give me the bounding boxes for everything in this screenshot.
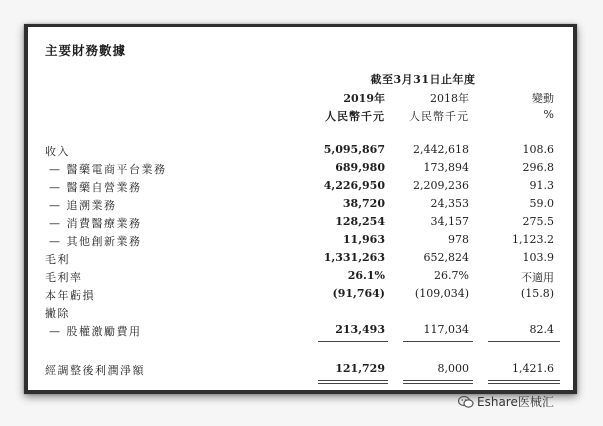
value-2019: 38,720 [342, 197, 385, 210]
value-2019: 5,095,867 [323, 143, 385, 156]
row-label: — 其他創新業務 [49, 235, 142, 248]
table-row [28, 179, 573, 195]
watermark [458, 393, 554, 410]
value-2019: 4,226,950 [323, 179, 385, 192]
value-change: 91.3 [529, 179, 554, 192]
table-row [28, 251, 573, 267]
value-2019: (91,764) [332, 287, 385, 300]
value-2018: 26.7% [434, 269, 469, 282]
row-label: 撇除 [45, 307, 70, 320]
row-label: — 追溯業務 [49, 199, 117, 212]
value-2018: 34,157 [430, 215, 469, 228]
row-label: — 醫藥自營業務 [49, 181, 142, 194]
col-change-unit: % [543, 108, 554, 121]
col-2019-year: 2019年 [343, 92, 385, 105]
value-change: 296.8 [522, 161, 554, 174]
value-2018: 8,000 [437, 362, 469, 375]
row-label: 本年虧損 [45, 289, 95, 302]
value-2018: 173,894 [423, 161, 469, 174]
value-2019: 121,729 [335, 362, 385, 375]
value-change: 1,421.6 [512, 362, 554, 375]
value-2018: 24,353 [430, 197, 469, 210]
period-header: 截至3月31日止年度 [370, 73, 476, 86]
value-change: (15.8) [520, 287, 554, 300]
value-2018: 2,442,618 [413, 143, 469, 156]
row-label: 收入 [45, 145, 70, 158]
watermark-text: Eshare医械汇 [477, 395, 554, 409]
table-row [28, 215, 573, 231]
table-row [28, 305, 573, 321]
divider [488, 383, 560, 384]
row-label: 毛利 [45, 253, 70, 266]
table-row [28, 197, 573, 213]
value-change: 103.9 [522, 251, 554, 264]
divider [318, 383, 388, 384]
value-2019: 689,980 [335, 161, 385, 174]
divider [318, 341, 388, 342]
divider [403, 383, 473, 384]
value-change: 不適用 [521, 271, 554, 284]
value-2019: 11,963 [342, 233, 385, 246]
value-2019: 128,254 [335, 215, 385, 228]
divider [318, 380, 388, 381]
row-label: — 消費醫療業務 [49, 217, 142, 230]
value-2018: (109,034) [414, 287, 469, 300]
value-2019: 1,331,263 [323, 251, 385, 264]
financial-summary-card [24, 24, 577, 394]
table-row [28, 323, 573, 339]
divider [403, 341, 473, 342]
value-2018: 117,034 [423, 323, 469, 336]
value-2018: 978 [448, 233, 469, 246]
value-change: 1,123.2 [512, 233, 554, 246]
value-change: 108.6 [522, 143, 554, 156]
table-row [28, 233, 573, 249]
col-change-header: 變動 [532, 92, 554, 105]
divider [488, 380, 560, 381]
value-change: 275.5 [522, 215, 554, 228]
value-2019: 26.1% [347, 269, 385, 282]
value-change: 59.0 [529, 197, 554, 210]
divider [488, 341, 560, 342]
table-row [28, 269, 573, 285]
divider [403, 380, 473, 381]
table-row [28, 287, 573, 303]
row-label: 經調整後利潤淨額 [45, 364, 145, 377]
value-change: 82.4 [529, 323, 554, 336]
col-2019-unit: 人民幣千元 [325, 110, 385, 123]
value-2018: 652,824 [423, 251, 469, 264]
section-title: 主要財務數據 [45, 43, 127, 58]
wechat-icon [458, 395, 474, 409]
table-row [28, 161, 573, 177]
row-label: 毛利率 [45, 271, 83, 284]
table-row [28, 362, 573, 378]
value-2019: 213,493 [335, 323, 385, 336]
col-2018-unit: 人民幣千元 [409, 110, 469, 123]
table-row [28, 143, 573, 159]
row-label: — 醫藥電商平台業務 [49, 163, 167, 176]
row-label: — 股權激勵費用 [49, 325, 142, 338]
value-2018: 2,209,236 [413, 179, 469, 192]
col-2018-year: 2018年 [430, 92, 469, 105]
